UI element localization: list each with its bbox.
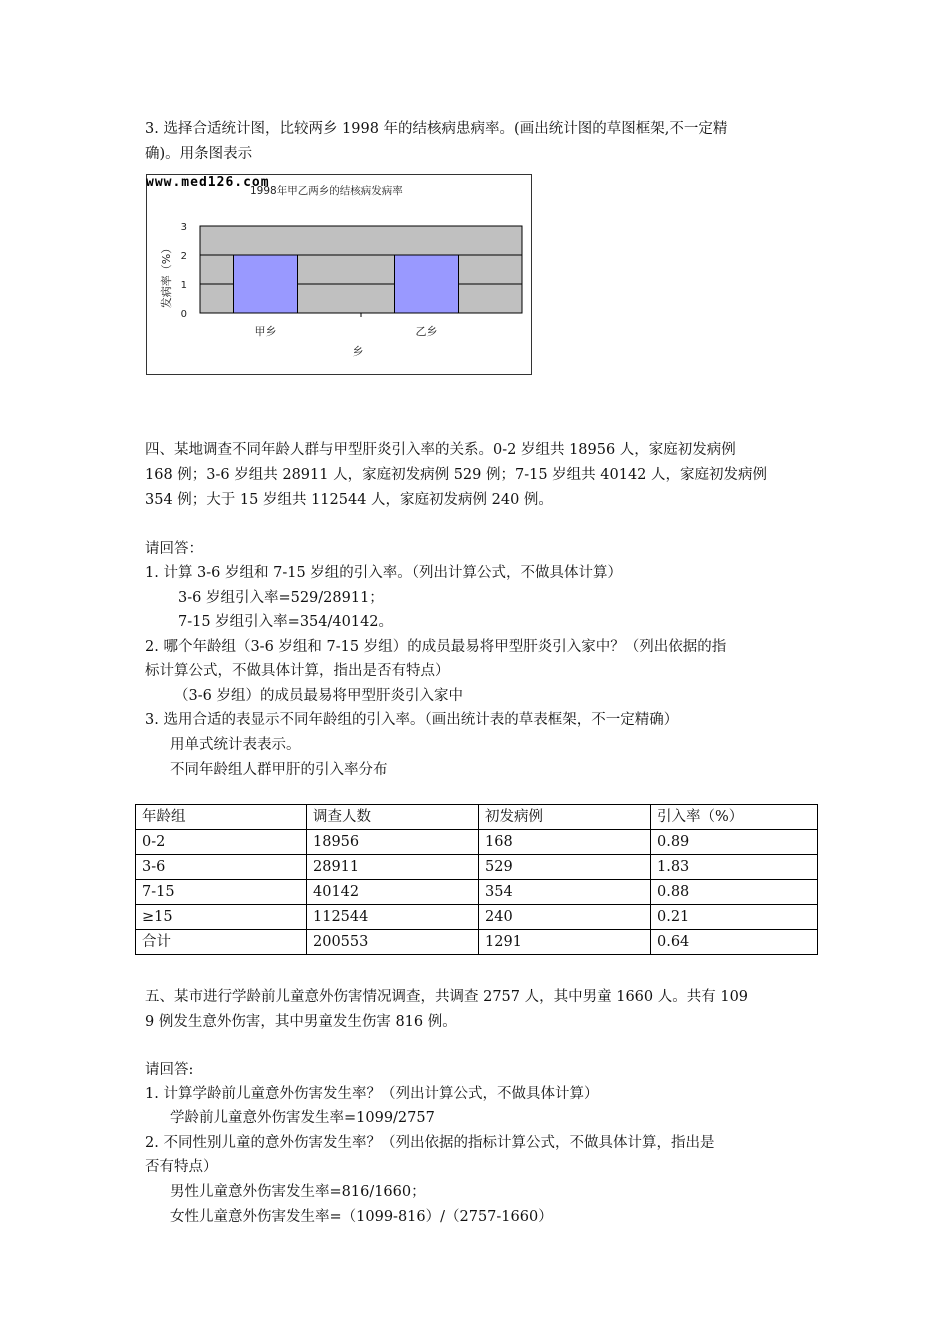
table-header-cell: 初发病例 [479, 805, 651, 830]
table-title: 不同年龄组人群甲肝的引入率分布 [170, 762, 388, 778]
section4-question-3: 3. 选用合适的表显示不同年龄组的引入率。（画出统计表的草表框架，不一定精确） [145, 712, 679, 728]
y-axis-label: 发病率（%） [160, 242, 173, 309]
section5-question-1: 1. 计算学龄前儿童意外伤害发生率？（列出计算公式，不做具体计算） [145, 1086, 599, 1102]
section5-question-2-line-1: 2. 不同性别儿童的意外伤害发生率？（列出依据的指标计算公式，不做具体计算，指出是 [145, 1135, 715, 1151]
table-row [136, 855, 818, 880]
table-cell: 合计 [136, 930, 307, 955]
table-cell: ≥15 [136, 905, 307, 930]
watermark: www.med126.com [146, 175, 270, 190]
x-axis-label: 乡 [352, 345, 364, 358]
table-cell: 354 [479, 880, 651, 905]
table-cell: 1.83 [651, 855, 818, 880]
table-cell: 112544 [307, 905, 479, 930]
section4-answer-1b: 7-15 岁组引入率=354/40142。 [178, 614, 394, 630]
chart-title: 1998年甲乙两乡的结核病发病率 [250, 185, 403, 197]
section4-answer-2: （3-6 岁组）的成员最易将甲型肝炎引入家中 [174, 688, 463, 704]
section5-intro-line-1: 五、某市进行学龄前儿童意外伤害情况调查，共调查 2757 人，其中男童 1660 人。共有 109 [145, 989, 749, 1005]
table-cell: 3-6 [136, 855, 307, 880]
table-cell: 240 [479, 905, 651, 930]
y-tick-label: 1 [180, 280, 187, 291]
table-cell: 18956 [307, 830, 479, 855]
section4-question-1: 1. 计算 3-6 岁组和 7-15 岁组的引入率。（列出计算公式，不做具体计算） [145, 565, 623, 581]
incidence-table [135, 804, 818, 955]
table-header-cell: 年龄组 [136, 805, 307, 830]
bar [395, 255, 459, 313]
section5-answer-1: 学龄前儿童意外伤害发生率=1099/2757 [170, 1110, 435, 1126]
table-cell: 40142 [307, 880, 479, 905]
table-cell: 7-15 [136, 880, 307, 905]
section5-intro-line-2: 9 例发生意外伤害，其中男童发生伤害 816 例。 [145, 1014, 457, 1030]
x-tick-label: 乙乡 [415, 325, 438, 338]
table-row [136, 930, 818, 955]
table-cell: 0.21 [651, 905, 818, 930]
section4-question-2-line-1: 2. 哪个年龄组（3-6 岁组和 7-15 岁组）的成员最易将甲型肝炎引入家中？（列出依据的指 [145, 639, 727, 655]
section5-answer-2b: 女性儿童意外伤害发生率=（1099-816）/（2757-1660） [170, 1209, 553, 1225]
bar-chart [146, 174, 532, 375]
y-tick-label: 0 [180, 309, 187, 320]
table-cell: 0.89 [651, 830, 818, 855]
section4-question-2-line-2: 标计算公式，不做具体计算，指出是否有特点） [145, 663, 450, 679]
table-header-row [136, 805, 818, 830]
section4-ask: 请回答： [145, 541, 203, 557]
y-tick-label: 2 [180, 251, 187, 262]
section4-intro-line-2: 168 例；3-6 岁组共 28911 人，家庭初发病例 529 例；7-15 岁组共 40142 人，家庭初发病例 [145, 467, 768, 483]
table-cell: 168 [479, 830, 651, 855]
y-tick-label: 3 [180, 222, 187, 233]
table-cell: 1291 [479, 930, 651, 955]
section5-answer-2a: 男性儿童意外伤害发生率=816/1660； [170, 1184, 426, 1200]
table-cell: 0.64 [651, 930, 818, 955]
chart-question-line-2: 确)。用条图表示 [145, 146, 253, 162]
section4-intro-line-1: 四、某地调查不同年龄人群与甲型肝炎引入率的关系。0-2 岁组共 18956 人，家庭初发病例 [145, 442, 736, 458]
table-cell: 529 [479, 855, 651, 880]
bar [234, 255, 298, 313]
x-tick-label: 甲乡 [254, 325, 277, 338]
table-row [136, 905, 818, 930]
chart-question-line-1: 3. 选择合适统计图，比较两乡 1998 年的结核病患病率。(画出统计图的草图框架,不一定精 [145, 121, 728, 137]
section4-intro-line-3: 354 例；大于 15 岁组共 112544 人，家庭初发病例 240 例。 [145, 492, 553, 508]
section4-answer-1a: 3-6 岁组引入率=529/28911； [178, 590, 384, 606]
table-cell: 0.88 [651, 880, 818, 905]
table-row [136, 830, 818, 855]
section5-question-2-line-2: 否有特点） [145, 1159, 218, 1175]
section5-ask: 请回答: [145, 1062, 194, 1078]
table-cell: 0-2 [136, 830, 307, 855]
table-cell: 200553 [307, 930, 479, 955]
table-header-cell: 调查人数 [307, 805, 479, 830]
table-cell: 28911 [307, 855, 479, 880]
section4-answer-3: 用单式统计表表示。 [170, 737, 301, 753]
table-header-cell: 引入率（%） [651, 805, 818, 830]
table-row [136, 880, 818, 905]
